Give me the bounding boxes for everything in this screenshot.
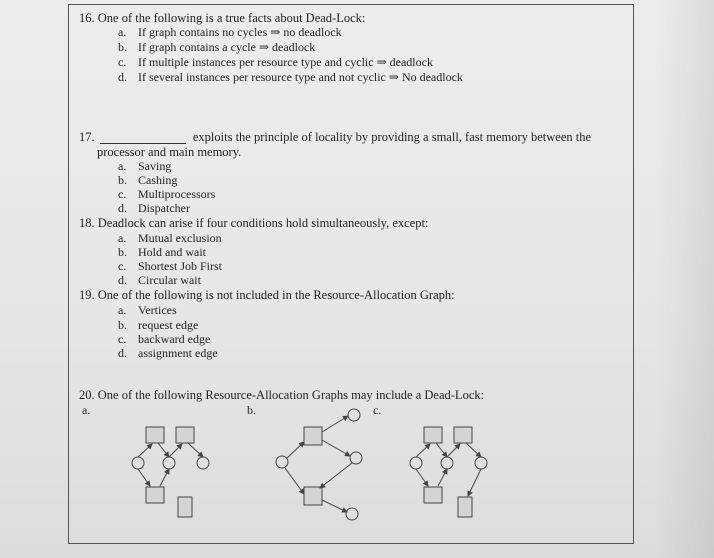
- option-letter: a.: [118, 25, 127, 39]
- option-letter: d.: [118, 201, 127, 215]
- process-node-p3: [475, 457, 487, 469]
- question-text: One of the following is not included in the Resource-Allocation Graph:: [97, 288, 455, 302]
- process-node-p1: [410, 457, 422, 469]
- question-text: exploits the principle of locality by providing a small, fast memory between the: [192, 130, 592, 144]
- option-letter: a.: [118, 303, 127, 317]
- option-letter: c.: [118, 332, 127, 346]
- option-text: If several instances per resource type and not cyclic ⇒ No deadlock: [138, 70, 463, 84]
- option-text: Mutual exclusion: [138, 231, 222, 245]
- option-text: Shortest Job First: [138, 259, 223, 273]
- question-number: 20.: [79, 388, 95, 402]
- edge: [416, 444, 430, 457]
- option-letter: d.: [118, 346, 127, 360]
- resource-node-r1: [424, 427, 442, 443]
- edge: [416, 469, 428, 486]
- option-text: If multiple instances per resource type and cyclic ⇒ deadlock: [138, 55, 433, 69]
- graph-label-b: b.: [247, 403, 256, 417]
- option-letter: c.: [118, 259, 127, 273]
- option-text: Cashing: [138, 173, 178, 187]
- process-node-p1: [132, 457, 144, 469]
- resource-node-r2: [304, 487, 322, 505]
- graph-b: [276, 409, 362, 520]
- option-text: If graph contains no cycles ⇒ no deadlock: [138, 25, 342, 39]
- edge: [447, 444, 460, 457]
- option-letter: b.: [118, 245, 127, 259]
- question-number: 17.: [79, 130, 95, 144]
- option-text: Saving: [138, 159, 172, 173]
- resource-node-r2: [454, 427, 472, 443]
- process-node-p3: [276, 456, 288, 468]
- process-node-p2: [163, 457, 175, 469]
- edge: [138, 469, 150, 486]
- option-text: assignment edge: [138, 346, 218, 360]
- option-letter: b.: [118, 318, 127, 332]
- process-node-p2: [350, 452, 362, 464]
- option-text: Multiprocessors: [138, 187, 216, 201]
- graph-label-c: c.: [373, 403, 382, 417]
- resource-node-r1: [146, 427, 164, 443]
- edge: [322, 440, 350, 456]
- resource-node-r3: [424, 487, 442, 503]
- process-node-p1: [348, 409, 360, 421]
- option-text: Circular wait: [138, 273, 201, 287]
- option-letter: b.: [118, 40, 127, 54]
- edge: [287, 442, 304, 458]
- edge: [322, 500, 347, 512]
- edge: [468, 469, 481, 496]
- option-letter: d.: [118, 273, 127, 287]
- edge: [188, 443, 203, 457]
- option-letter: d.: [118, 70, 127, 84]
- option-letter: a.: [118, 231, 127, 245]
- edge: [466, 443, 481, 457]
- question-number: 19.: [79, 288, 95, 302]
- option-letter: b.: [118, 173, 127, 187]
- option-text: If graph contains a cycle ⇒ deadlock: [138, 40, 316, 54]
- resource-node-r1: [304, 427, 322, 445]
- option-text: Vertices: [138, 303, 177, 317]
- edge: [158, 443, 169, 457]
- option-letter: c.: [118, 55, 127, 69]
- resource-node-r2: [176, 427, 194, 443]
- process-node-p4: [346, 508, 358, 520]
- question-number: 16.: [79, 11, 95, 25]
- graph-c: [410, 427, 487, 517]
- edge: [322, 416, 348, 432]
- option-text: request edge: [138, 318, 199, 332]
- graph-label-a: a.: [82, 403, 91, 417]
- edge: [160, 469, 169, 486]
- option-letter: c.: [118, 187, 127, 201]
- edge: [285, 468, 304, 494]
- process-node-p2: [441, 457, 453, 469]
- resource-node-r3: [146, 487, 164, 503]
- resource-node-r4: [178, 497, 192, 517]
- option-text: backward edge: [138, 332, 211, 346]
- edge: [320, 463, 352, 488]
- question-text: One of the following Resource-Allocation Graphs may include a Dead-Lock:: [97, 388, 485, 402]
- question-17-line2: processor and main memory.: [97, 145, 242, 159]
- question-text: Deadlock can arise if four conditions hold simultaneously, except:: [97, 216, 429, 230]
- option-text: Hold and wait: [138, 245, 206, 259]
- process-node-p3: [197, 457, 209, 469]
- edge: [436, 443, 447, 457]
- resource-node-r4: [458, 497, 472, 517]
- edge: [169, 444, 182, 457]
- graph-a: [132, 427, 209, 517]
- question-number: 18.: [79, 216, 95, 230]
- option-text: Dispatcher: [138, 201, 190, 215]
- edge: [138, 444, 152, 457]
- question-text: One of the following is a true facts about Dead-Lock:: [97, 11, 366, 25]
- edge: [438, 469, 447, 486]
- option-letter: a.: [118, 159, 127, 173]
